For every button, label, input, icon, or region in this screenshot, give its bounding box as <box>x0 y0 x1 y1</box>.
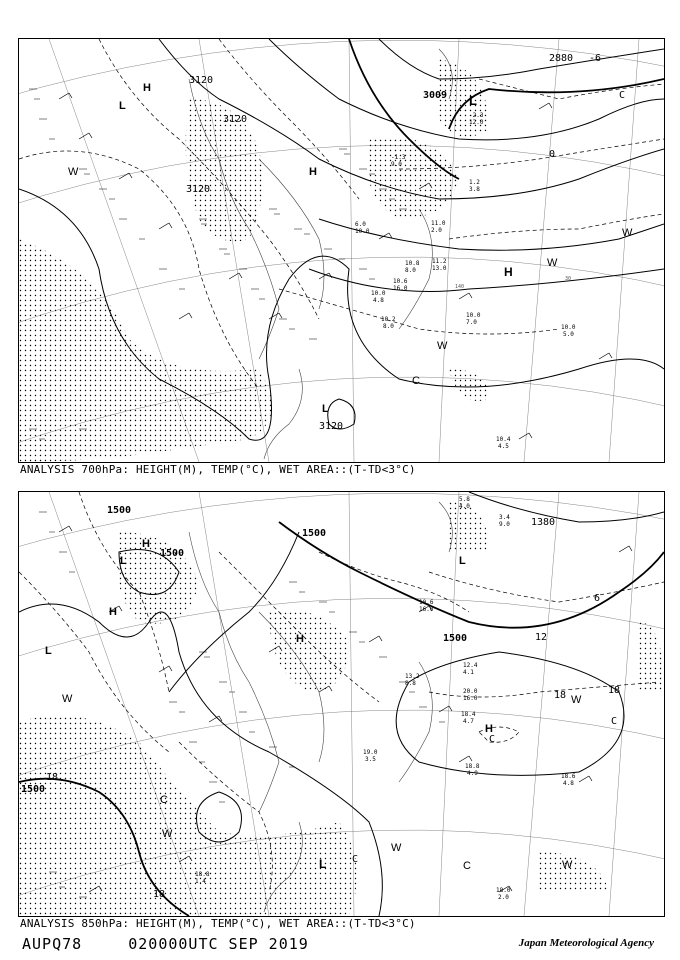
station-temp: 18.8 <box>195 871 210 878</box>
station-temp: 10.2 <box>381 316 396 323</box>
station-dewpoint: 4.8 <box>373 297 384 304</box>
station-dewpoint: 2.0 <box>431 227 442 234</box>
station-dewpoint: 3.5 <box>365 756 376 763</box>
station-temp: 5.8 <box>459 496 470 503</box>
high-center-marker: H <box>504 265 513 279</box>
chart-panel-850hpa <box>18 491 665 917</box>
warm-center-marker: W <box>68 166 79 178</box>
longitude-label: 140 <box>455 284 465 290</box>
latitude-label: 30 <box>565 276 572 282</box>
station-dewpoint: 9.0 <box>499 521 510 528</box>
station-temp: 10.0 <box>466 312 481 319</box>
height-label: 3120 <box>186 184 211 195</box>
station-temp: 18.8 <box>465 763 480 770</box>
isotherm-label: 0 <box>549 149 556 160</box>
high-center-marker: H <box>485 723 493 735</box>
station-dewpoint: 12.0 <box>469 119 484 126</box>
isotherm-label: 18 <box>46 772 59 783</box>
station-dewpoint: 16.0 <box>419 606 434 613</box>
station-temp: 10.6 <box>393 278 408 285</box>
station-temp: 10.0 <box>371 290 386 297</box>
analysis-time: 020000UTC SEP 2019 <box>128 935 309 953</box>
station-dewpoint: 8.0 <box>405 267 416 274</box>
isotherm-label: 6 <box>594 593 601 604</box>
station-dewpoint: 4.1 <box>463 669 474 676</box>
station-temp: -2.3 <box>469 112 484 119</box>
station-dewpoint: 5.0 <box>563 331 574 338</box>
height-label: 1500 <box>21 784 46 795</box>
high-center-marker: H <box>143 82 151 94</box>
caption-700hpa: ANALYSIS 700hPa: HEIGHT(M), TEMP(°C), WET AREA::(T-TD<3°C) <box>20 463 416 476</box>
station-temp: 10.4 <box>496 436 511 443</box>
station-temp: 10.8 <box>405 260 420 267</box>
high-center-marker: H <box>109 606 117 618</box>
low-center-marker: L <box>322 403 329 415</box>
height-label: 1500 <box>107 505 132 516</box>
station-dewpoint: 4.8 <box>563 780 574 787</box>
station-temp: 18.6 <box>561 773 576 780</box>
station-dewpoint: 8.8 <box>405 680 416 687</box>
height-label: 3120 <box>223 114 248 125</box>
height-label: 3120 <box>189 75 214 86</box>
height-label: 2880 <box>549 53 574 64</box>
height-label: 1500 <box>443 633 468 644</box>
station-temp: 18.4 <box>461 711 476 718</box>
high-center-marker: H <box>142 538 150 550</box>
height-label: 1500 <box>302 528 327 539</box>
cold-center-marker: C <box>463 860 471 872</box>
agency-credit: Japan Meteorological Agency <box>518 937 654 949</box>
station-dewpoint: 7.0 <box>466 319 477 326</box>
isotherm-label: -6 <box>589 53 602 64</box>
height-label: 3120 <box>319 421 344 432</box>
isotherm-label: C <box>619 90 626 101</box>
station-temp: 12.4 <box>463 662 478 669</box>
station-dewpoint: 4.7 <box>463 718 474 725</box>
isotherm-label: C <box>611 716 618 727</box>
station-temp: 11.0 <box>431 220 446 227</box>
station-temp: 6.0 <box>355 221 366 228</box>
station-temp: -1.3 <box>391 154 406 161</box>
chart-panel-700hpa <box>18 38 665 463</box>
station-temp: 11.2 <box>432 258 447 265</box>
chart-code: AUPQ78 <box>22 935 83 953</box>
warm-center-marker: W <box>437 340 448 352</box>
isotherm-label: C <box>352 854 359 865</box>
warm-center-marker: W <box>547 257 558 269</box>
station-dewpoint: 2.0 <box>498 894 509 901</box>
graticule-labels <box>455 276 571 290</box>
station-dewpoint: 1.4 <box>195 878 206 885</box>
low-center-marker: L <box>459 555 466 567</box>
low-center-marker: L <box>469 93 477 108</box>
map-700hpa <box>19 39 664 462</box>
cold-center-marker: C <box>160 794 168 806</box>
caption-850hpa: ANALYSIS 850hPa: HEIGHT(M), TEMP(°C), WET AREA::(T-TD<3°C) <box>20 917 416 930</box>
warm-center-marker: W <box>162 828 173 840</box>
station-dewpoint: 16.0 <box>393 285 408 292</box>
warm-center-marker: W <box>571 694 582 706</box>
station-temp: 1.2 <box>469 179 480 186</box>
map-850hpa <box>19 492 664 916</box>
height-label: 1500 <box>160 548 185 559</box>
isotherm-label: 12 <box>535 632 548 643</box>
station-dewpoint: 16.0 <box>463 695 478 702</box>
station-dewpoint: 3.8 <box>469 186 480 193</box>
isotherm-label: 18 <box>554 690 567 701</box>
low-center-marker: L <box>120 555 127 567</box>
station-dewpoint: 10.0 <box>355 228 370 235</box>
low-center-marker: L <box>319 857 327 871</box>
station-dewpoint: 4.0 <box>459 503 470 510</box>
isotherm-labels <box>549 53 625 160</box>
warm-center-marker: W <box>562 859 573 871</box>
cold-center-marker: C <box>412 375 420 387</box>
warm-center-marker: W <box>622 227 633 239</box>
isotherm-label: 18 <box>153 889 166 900</box>
warm-center-marker: W <box>62 693 73 705</box>
high-center-marker: H <box>296 633 304 645</box>
station-temp: 3.4 <box>499 514 510 521</box>
low-center-marker: L <box>119 100 126 112</box>
warm-center-marker: W <box>391 842 402 854</box>
station-dewpoint: 4.5 <box>498 443 509 450</box>
station-dewpoint: 13.0 <box>432 265 447 272</box>
height-label: 1380 <box>531 517 556 528</box>
station-temp: 13.2 <box>405 673 420 680</box>
low-center-marker: L <box>45 645 52 657</box>
station-dewpoint: 8.0 <box>383 323 394 330</box>
station-dewpoint: 9.0 <box>391 161 402 168</box>
height-label: 3009 <box>423 90 448 101</box>
isotherm-label: C <box>489 734 496 745</box>
station-temp: 10.6 <box>419 599 434 606</box>
station-temp: 18.0 <box>496 887 511 894</box>
isotherm-label: 18 <box>608 685 621 696</box>
chart-identifier <box>22 935 309 953</box>
high-center-marker: H <box>309 166 317 178</box>
wet-areas <box>19 502 664 916</box>
station-dewpoint: 4.9 <box>467 770 478 777</box>
station-temp: 20.0 <box>463 688 478 695</box>
station-temp: 19.0 <box>363 749 378 756</box>
station-temp: 10.0 <box>561 324 576 331</box>
